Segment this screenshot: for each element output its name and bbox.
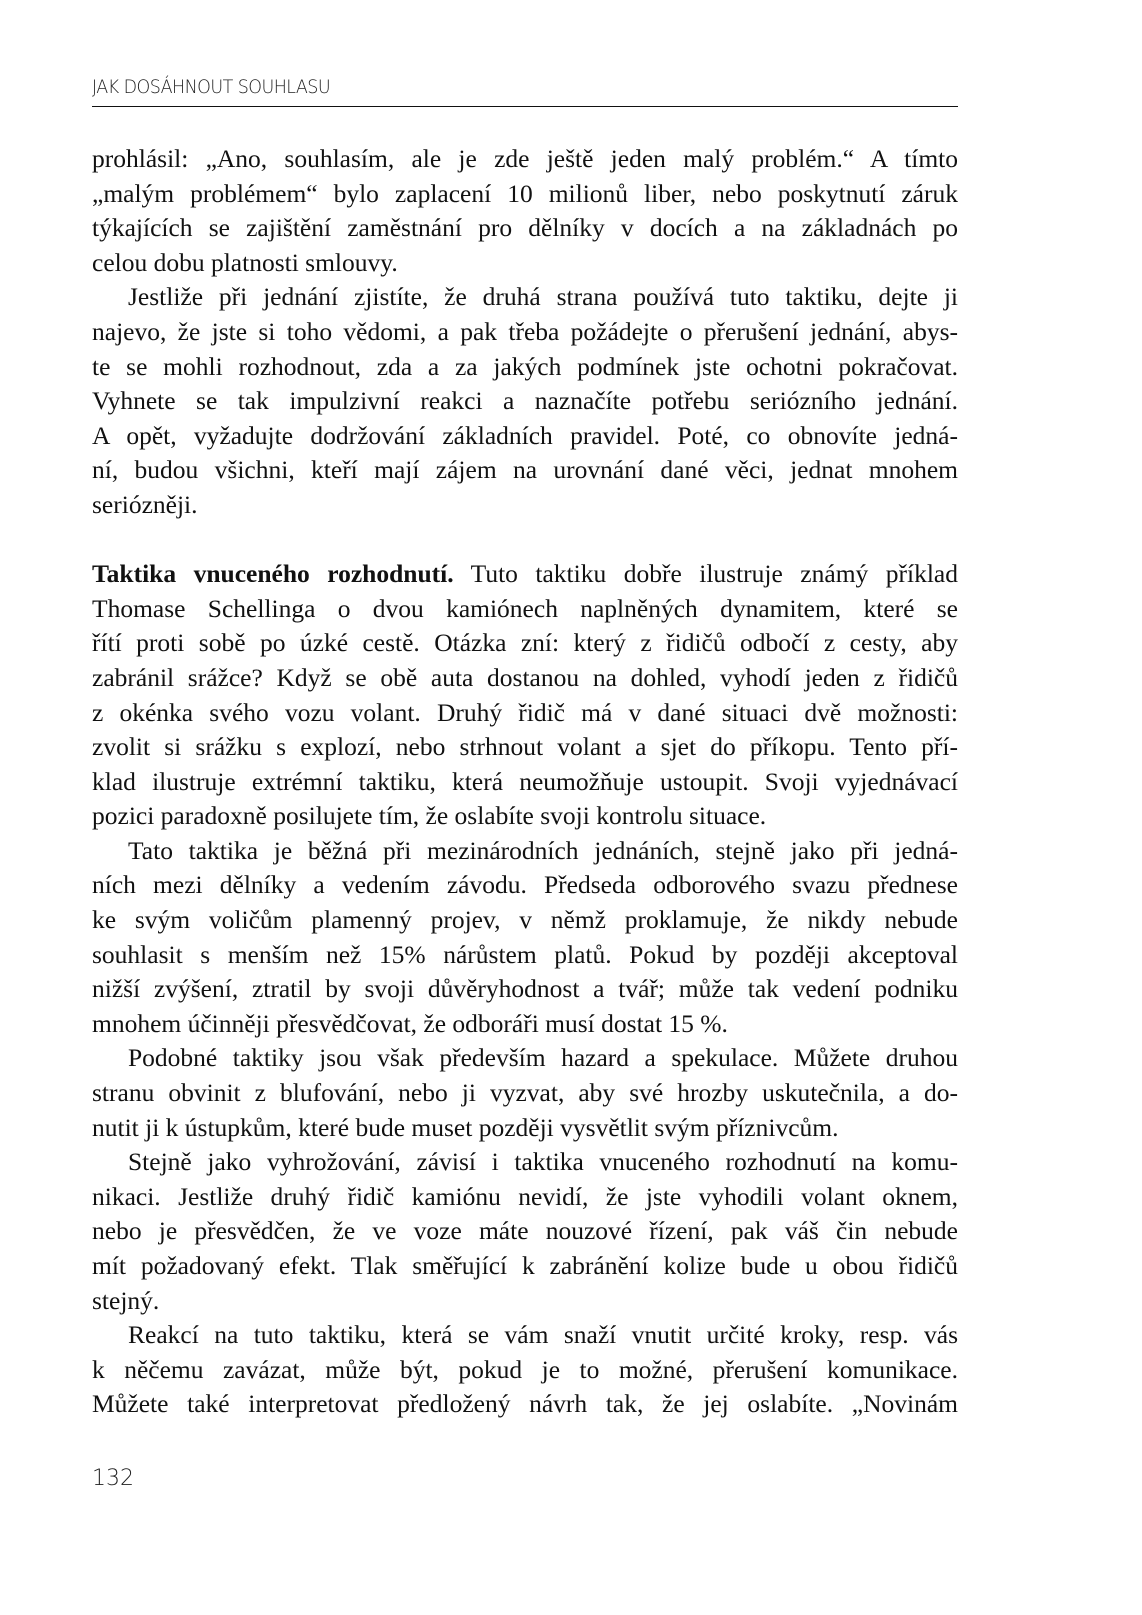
text-line: nižší zvýšení, ztratil by svoji důvěryhodnost a tvář; může tak vedení podniku: [92, 974, 958, 1004]
text-line: Reakcí na tuto taktiku, která se vám snaží vnutit určité kroky, resp. vás: [128, 1320, 958, 1350]
text-line: Vyhnete se tak impulzivní reakci a naznačíte potřebu seriózního jednání.: [92, 386, 958, 416]
text-line: ních mezi dělníky a vedením závodu. Předseda odborového svazu přednese: [92, 870, 958, 900]
text-line: souhlasit s menším než 15% nárůstem platů. Pokud by později akceptoval: [92, 939, 958, 969]
text-line: Thomase Schellinga o dvou kamiónech naplněných dynamitem, které se: [92, 593, 958, 623]
text-line: Jestliže při jednání zjistíte, že druhá strana používá tuto taktiku, dejte ji: [128, 282, 958, 312]
page-number: 132: [92, 1466, 134, 1491]
text-line: Můžete také interpretovat předložený návrh tak, že jej oslabíte. „Novinám: [92, 1389, 958, 1419]
text-line: z okénka svého vozu volant. Druhý řidič má v dané situaci dvě možnosti:: [92, 697, 958, 727]
text-line: nebo je přesvědčen, že ve voze máte nouzové řízení, pak váš čin nebude: [92, 1216, 958, 1246]
text-line: stejný.: [92, 1285, 160, 1315]
text-run: Tuto taktiku dobře ilustruje známý příklad: [453, 559, 958, 589]
paragraph-continuation: [92, 142, 958, 280]
text-line: nikaci. Jestliže druhý řidič kamiónu nevidí, že jste vyhodili volant oknem,: [92, 1181, 958, 1211]
text-line: Tato taktika je běžná při mezinárodních jednáních, stejně jako při jedná-: [128, 835, 958, 865]
text-line: najevo, že jste si toho vědomi, a pak třeba požádejte o přerušení jednání, abys-: [92, 316, 958, 346]
paragraph: [92, 280, 958, 522]
text-line: k něčemu zavázat, může být, pokud je to možné, přerušení komunikace.: [92, 1354, 958, 1384]
text-line: Stejně jako vyhrožování, závisí i taktika vnuceného rozhodnutí na komu-: [128, 1147, 958, 1177]
text-line: mnohem účinněji přesvědčovat, že odboráři musí dostat 15 %.: [92, 1008, 728, 1038]
section-paragraph: [92, 557, 958, 834]
text-line: nutit ji k ústupkům, které bude muset později vysvětlit svým příznivcům.: [92, 1112, 839, 1142]
text-line: A opět, vyžadujte dodržování základních pravidel. Poté, co obnovíte jedná-: [92, 420, 958, 450]
text-line: klad ilustruje extrémní taktiku, která neumožňuje ustoupit. Svoji vyjednávací: [92, 766, 958, 796]
text-line: stranu obvinit z blufování, nebo ji vyzvat, aby své hrozby uskutečnila, a do-: [92, 1078, 958, 1108]
text-line: celou dobu platnosti smlouvy.: [92, 247, 398, 277]
text-line: mít požadovaný efekt. Tlak směřující k zabránění kolize bude u obou řidičů: [92, 1251, 958, 1280]
text-line: „malým problémem“ bylo zaplacení 10 milionů liber, nebo poskytnutí záruk: [92, 178, 958, 208]
text-line: pozici paradoxně posilujete tím, že oslabíte svoji kontrolu situace.: [92, 801, 767, 831]
text-line: ní, budou všichni, kteří mají zájem na urovnání dané věci, jednat mnohem: [92, 455, 958, 485]
paragraph: [92, 1318, 958, 1422]
text-line: [92, 557, 958, 592]
header-rule: [92, 106, 958, 107]
text-line: seriózněji.: [92, 489, 198, 519]
text-line: ke svým voličům plamenný projev, v němž proklamuje, že nikdy nebude: [92, 905, 958, 935]
text-line: Podobné taktiky jsou však především hazard a spekulace. Můžete druhou: [128, 1043, 958, 1073]
paragraph: [92, 1145, 958, 1318]
text-line: prohlásil: „Ano, souhlasím, ale je zde ještě jeden malý problém.“ A tímto: [92, 144, 958, 173]
text-line: týkajících se zajištění zaměstnání pro dělníky v docích a na základnách po: [92, 213, 958, 243]
text-line: te se mohli rozhodnout, zda a za jakých podmínek jste ochotni pokračovat.: [92, 351, 958, 381]
body-text: [92, 142, 958, 1422]
text-line: zabránil srážce? Když se obě auta dostanou na dohled, vyhodí jeden z řidičů: [92, 662, 958, 692]
section-heading: Taktika vnuceného rozhodnutí.: [92, 559, 454, 589]
text-line: zvolit si srážku s explozí, nebo strhnout volant a sjet do příkopu. Tento pří-: [92, 732, 958, 762]
running-head: JAK DOSÁHNOUT SOUHLASU: [92, 76, 331, 98]
paragraph: [92, 834, 958, 1042]
text-line: řítí proti sobě po úzké cestě. Otázka zní: který z řidičů odbočí z cesty, aby: [92, 628, 958, 658]
paragraph: [92, 1041, 958, 1145]
